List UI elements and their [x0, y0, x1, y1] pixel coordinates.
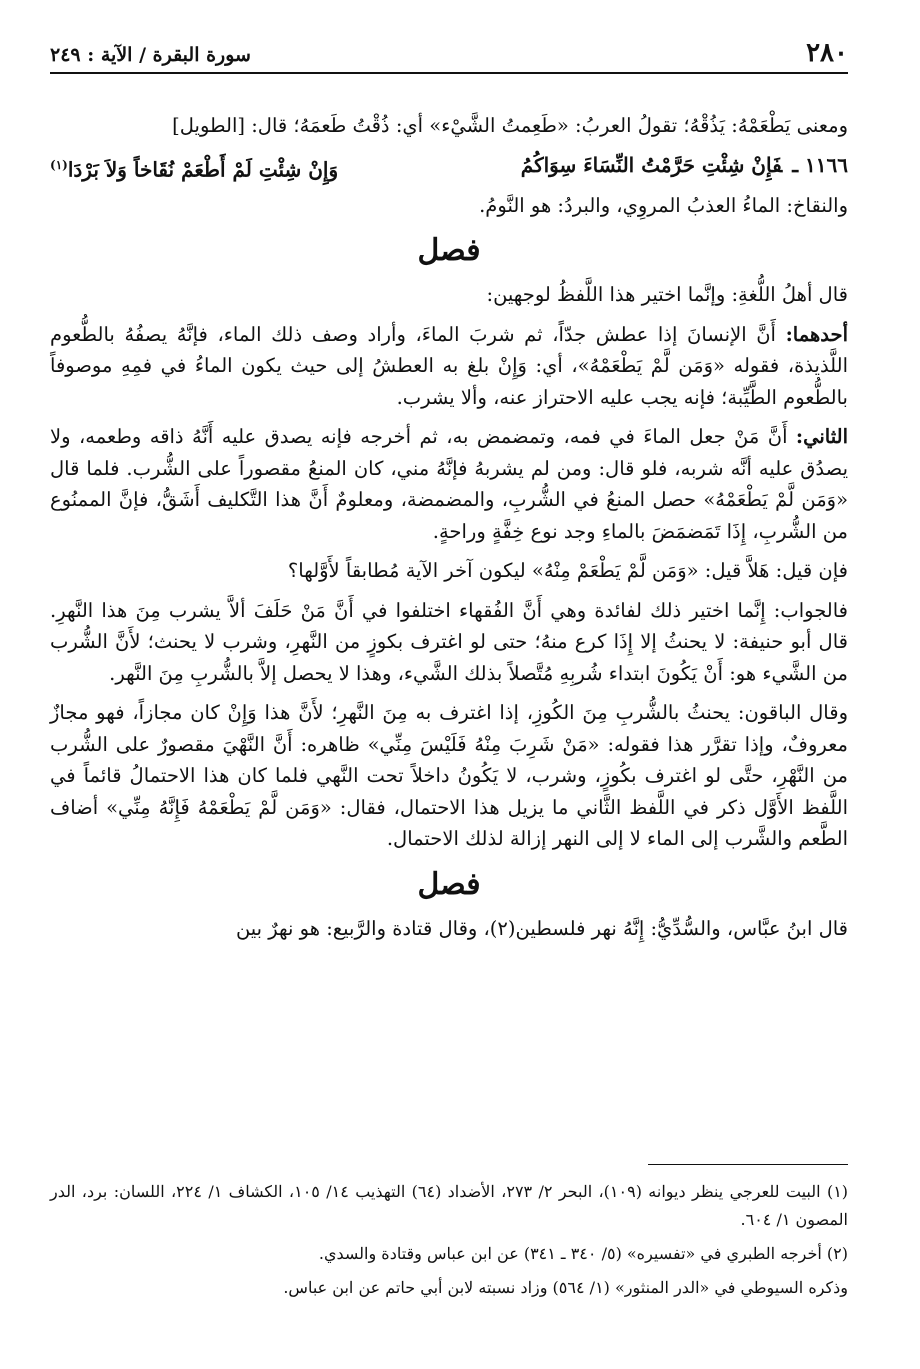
- paragraph-others: وقال الباقون: يحنثُ بالشُّربِ مِنَ الكُوزِ، إذا اغترف به مِنَ النَّهرِ؛ لأَنَّ هذا وَإِنْ كان مجازاً، فهو مجازٌ معروفٌ، وإذا تقرَّر هذا فقوله: «مَنْ شَرِبَ مِنْهُ فَلَيْسَ مِنِّي» ظاهره: أَنَّ النَّهْيَ مقصورٌ على الشُّرب من النَّهْرِ، حتَّى لو اغترف بكُوزٍ، وشرب، لا يَكُونُ داخلاً تحت النَّهي فلما كان هذا الاحتمالُ قائماً في اللَّفظ الأَوَّل ذكر في اللَّفظ الثَّاني ما يزيل هذا الاحتمال، فقال: «وَمَن لَّمْ يَطْعَمْهُ فَإِنَّهُ مِنِّي» أضاف الطَّعم والشَّرب إلى الماء لا إلى النهر إزالة لذلك الاحتمال.: [50, 701, 848, 851]
- verse-second-text: وَإِنْ شِئْتِ لَمْ أَطْعَمْ نُقَاخاً وَلاَ بَرْدَا: [67, 157, 339, 182]
- footnote-divider: [648, 1164, 848, 1165]
- section-heading-2: فصل: [417, 866, 481, 902]
- page-header: [50, 36, 848, 74]
- poetry-verse: [50, 150, 848, 186]
- paragraph-ibn-abbas: قال ابنُ عبَّاس، والسُّدِّيُّ: إِنَّهُ نهر فلسطين(٢)، وقال قتادة والرَّبيع: هو نهرٌ بين: [235, 916, 848, 940]
- footnote-2: (٢) أخرجه الطبري في «تفسيره» (٥/ ٣٤٠ ـ ٣٤١) عن ابن عباس وقتادة والسدي.: [318, 1244, 848, 1263]
- footnotes: [50, 1178, 848, 1308]
- footnote-2-continued: وذكره السيوطي في «الدر المنثور» (١/ ٥٦٤) وزاد نسبته لابن أبي حاتم عن ابن عباس.: [283, 1278, 848, 1297]
- running-title: سورة البقرة / الآية : ٢٤٩: [50, 44, 251, 66]
- section-heading-1: فصل: [417, 233, 481, 269]
- paragraph-naqakh: والنقاخ: الماءُ العذبُ المروِي، والبردُ: هو النَّومُ.: [479, 193, 848, 217]
- verse-first-hemistich: [521, 150, 848, 186]
- paragraph-first-reason: [50, 319, 848, 414]
- footnote-1: (١) البيت للعرجي ينظر ديوانه (١٠٩)، البحر ٢/ ٢٧٣، الأضداد (٦٤) التهذيب ١٤/ ١٠٥، الكشاف ١/ ٢٢٤، اللسان: برد، الدر المصون ١/ ٦٠٤.: [50, 1182, 849, 1229]
- page-number: ٢٨٠: [806, 38, 848, 68]
- paragraph-answer: فالجواب: إِنَّما اختير ذلك لفائدة وهي أَنَّ الفُقهاء اختلفوا في أَنَّ مَنْ حَلَفَ ألاَّ يشرب مِنَ هذا النَّهرِ. قال أبو حنيفة: لا يحنثُ إلا إِذَا كرع منهُ؛ حتى لو اغترف بكوزٍ من النَّهرِ، وشرب لا يحنث؛ لأَنَّ الشُّرب من الشَّيء هو: أَنْ يَكُونَ ابتداء شُربِهِ مُتَّصلاً بذلك الشَّيء، وهذا لا يحصل إلاَّ بالشُّربِ مِنَ النَّهر.: [50, 598, 848, 685]
- second-reason-text: أَنَّ مَنْ جعل الماءَ في فمه، وتمضمض به، ثم أخرجه فإنه يصدق عليه أَنَّهُ ذاقه وطعمه، ولا يصدُق عليه أنَّه شربه، فلو قال: ومن لم يشربهُ فإنَّهُ مني، كان المنعُ مقصوراً على الشُّرب. فلما قال «وَمَن لَّمْ يَطْعَمْهُ» حصل المنعُ في الشُّربِ، والمضمضة، ومعلومٌ أَنَّ هذا التَّكليف أَشَقُّ، فإنَّ الممنُوع من الشُّربِ، إِذَا تَمَضمَضَ بالماءِ وجد نوع خِفَّةٍ وراحةٍ.: [50, 425, 848, 543]
- main-text: [50, 110, 848, 952]
- verse-first-text: فَإِنْ شِئْتِ حَرَّمْتُ النِّسَاءَ سِوَاكُمُ: [520, 152, 783, 177]
- paragraph-question: فإن قيل: هَلاَّ قيل: «وَمَن لَّمْ يَطْعَمْ مِنْهُ» ليكون آخر الآية مُطابقاً لأَوَّلها؟: [287, 559, 848, 583]
- paragraph-second-reason: [50, 421, 848, 547]
- verse-number: ١١٦٦ ـ: [792, 152, 848, 177]
- first-reason-label: أحدهما:: [785, 322, 848, 346]
- first-reason-text: أَنَّ الإنسانَ إذا عطش جدّاً، ثم شربَ الماءَ، وأراد وصف ذلك الماء، فإنَّهُ يصفُهُ بالطُّعوم اللَّذيذة، فقوله «وَمَن لَّمْ يَطْعَمْهُ»، أي: وَإِنْ بلغ به العطشُ إلى حيث يكون الماءُ في فمِهِ موصوفاً بالطُّعوم الطَّيِّبة؛ فإنه يجب عليه الاحتراز عنه، وألا يشرب.: [50, 322, 848, 409]
- second-reason-label: الثاني:: [795, 425, 848, 449]
- verse-second-hemistich: [50, 150, 338, 186]
- footnote-ref-1: (١): [50, 157, 68, 172]
- paragraph-meaning: ومعنى يَطْعَمْهُ: يَذُقْهُ؛ تقولُ العربُ: «طَعِمتُ الشَّيْء» أي: ذُقْتُ طَعمَهُ؛ قال: [الطويل]: [172, 114, 848, 137]
- paragraph-two-reasons: قال أهلُ اللُّغةِ: وإنَّما اختير هذا اللَّفظُ لوجهين:: [486, 283, 848, 307]
